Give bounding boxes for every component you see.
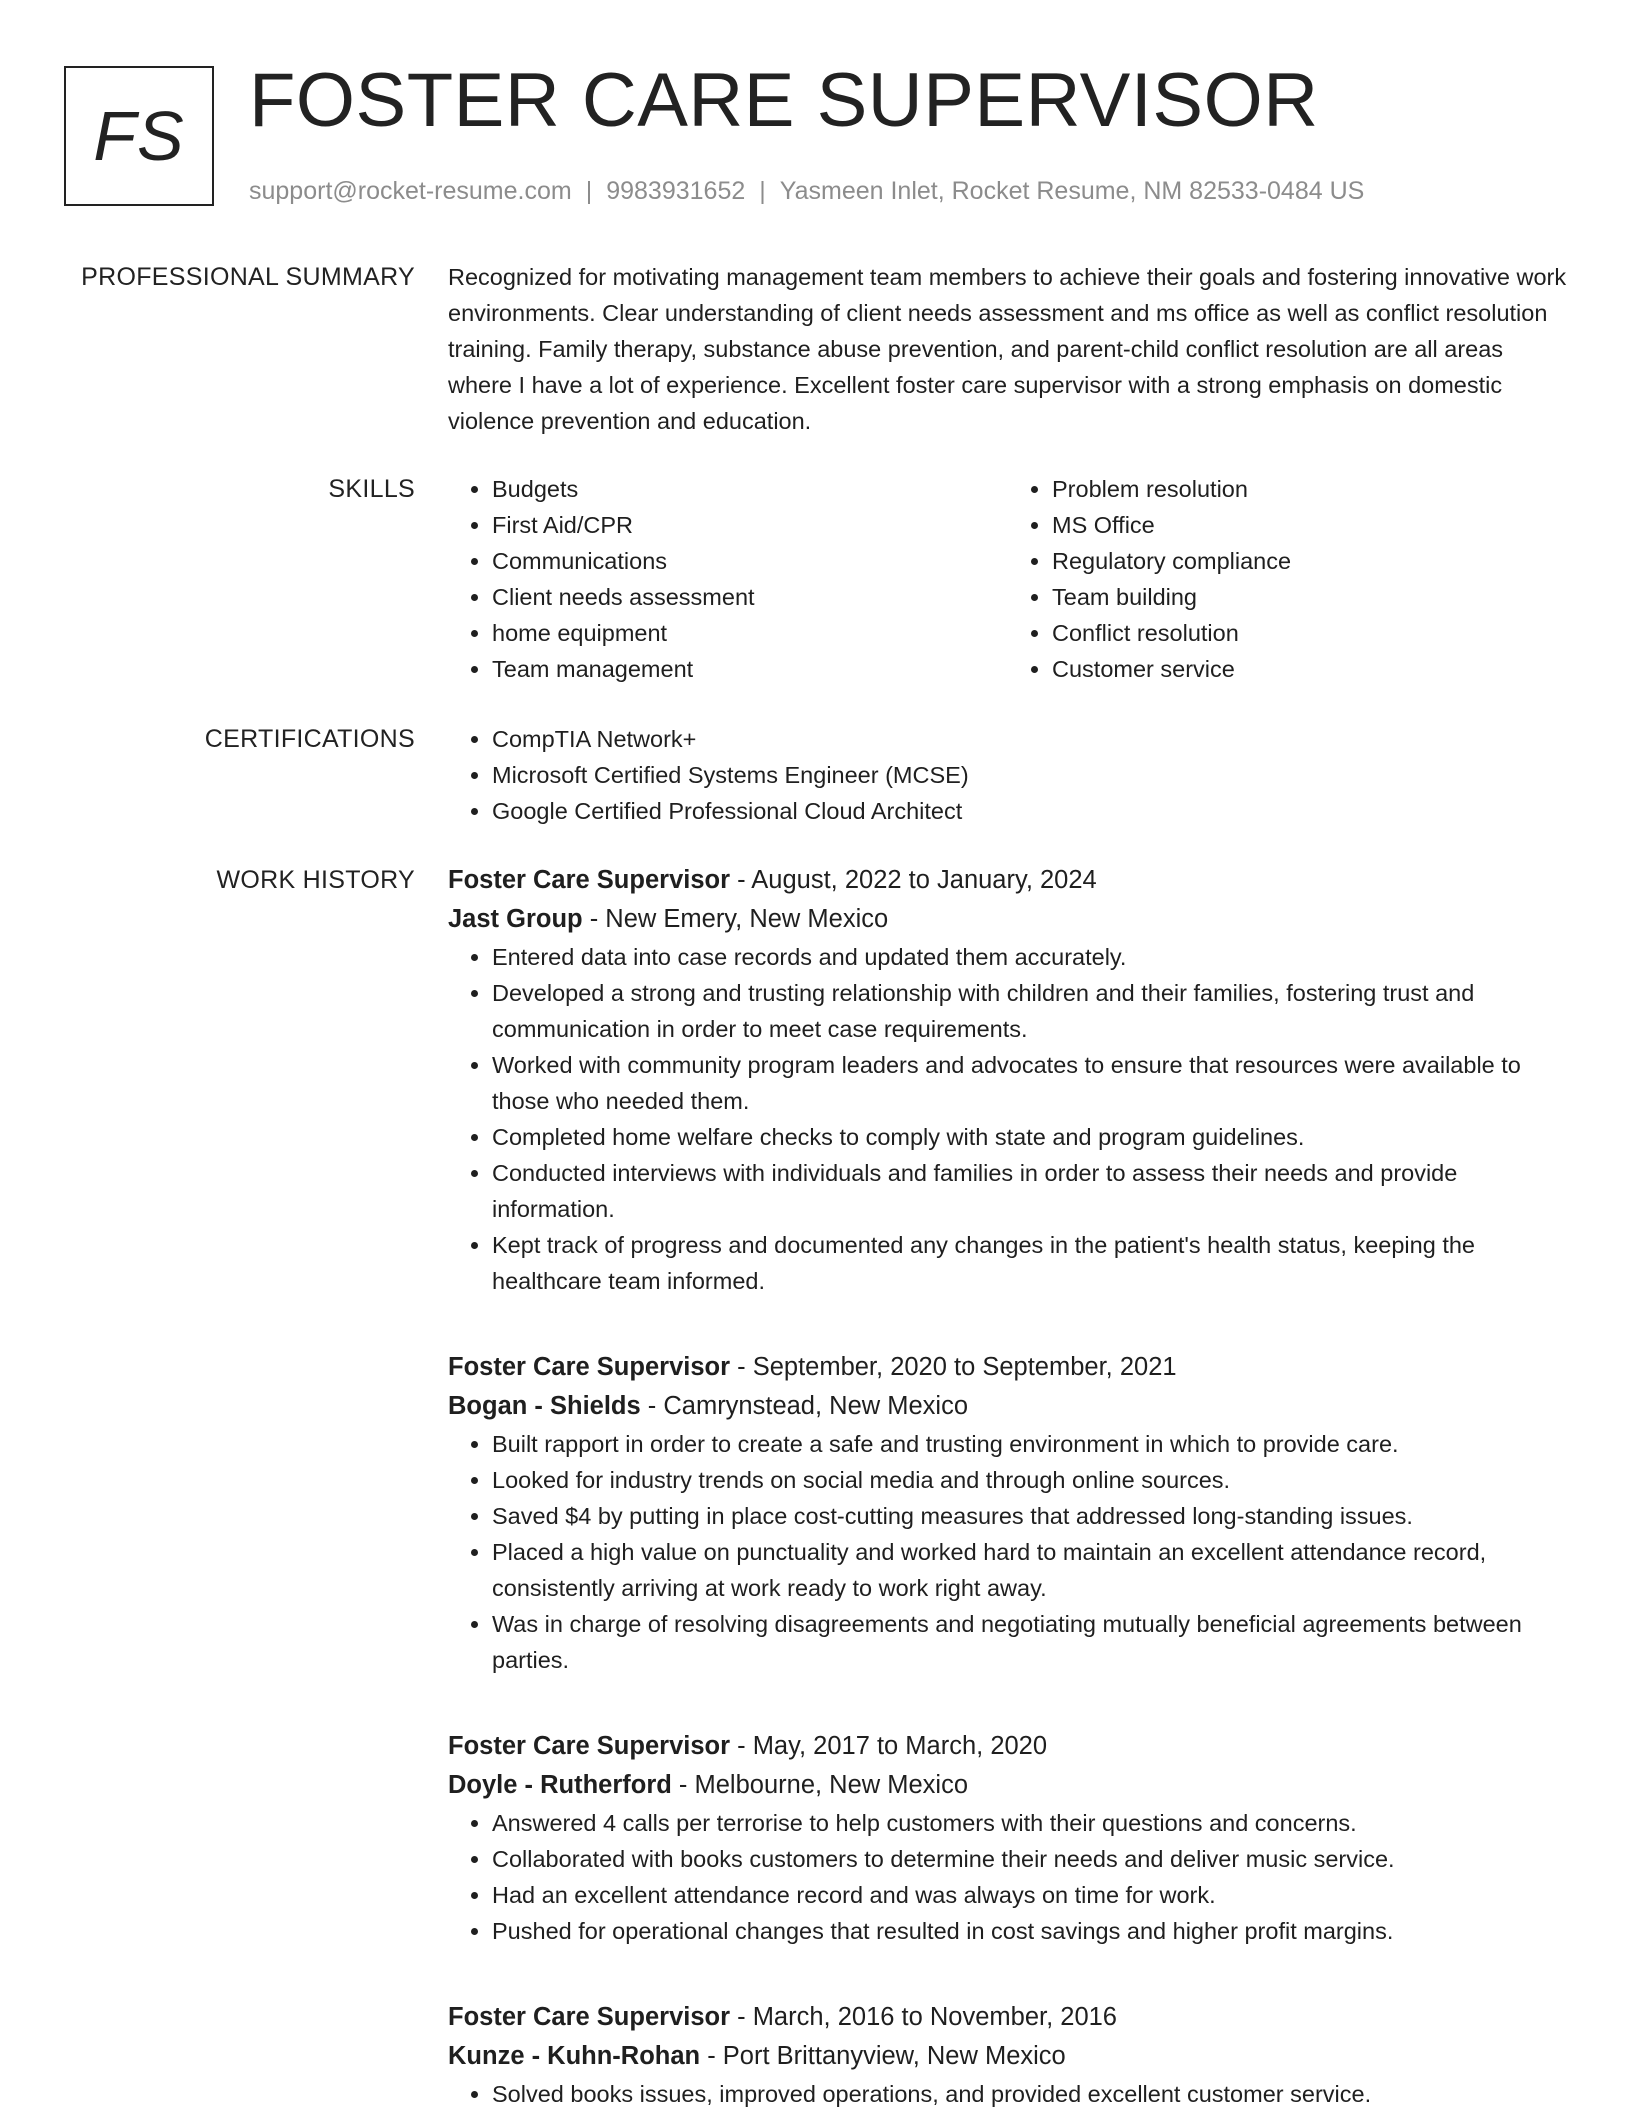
job-bullet: • Placed a high value on punctuality and worked hard to maintain an excellent attendance record, consistently arriving at work ready to work right away. bbox=[492, 1534, 1568, 1606]
job-bullets bbox=[448, 939, 1568, 1299]
section-label-certifications: CERTIFICATIONS bbox=[204, 725, 415, 753]
contact-phone: 9983931652 bbox=[606, 177, 746, 205]
skills-right-list bbox=[1008, 471, 1568, 687]
job-bullet: • Entered data into case records and updated them accurately. bbox=[492, 939, 1568, 975]
skill-item: • Customer service bbox=[1052, 651, 1568, 687]
job-bullet: • Was in charge of resolving disagreements and negotiating mutually beneficial agreements between parties. bbox=[492, 1606, 1568, 1678]
skill-item: • First Aid/CPR bbox=[492, 507, 1008, 543]
job-title-line bbox=[448, 1727, 1568, 1765]
job-company-line bbox=[448, 1386, 1568, 1426]
job-title-line bbox=[448, 861, 1568, 899]
job-bullet: • Looked for industry trends on social media and through online sources. bbox=[492, 1462, 1568, 1498]
certification-item: • Microsoft Certified Systems Engineer (MCSE) bbox=[492, 757, 1568, 793]
skill-item: • Client needs assessment bbox=[492, 579, 1008, 615]
job-company: Jast Group bbox=[448, 905, 583, 933]
job-bullet: • Saved $4 by putting in place cost-cutting measures that addressed long-standing issues. bbox=[492, 1498, 1568, 1534]
job-bullet: • Built rapport in order to create a safe and trusting environment in which to provide care. bbox=[492, 1426, 1568, 1462]
resume-title: FOSTER CARE SUPERVISOR bbox=[249, 58, 1319, 143]
job-bullet: • Completed home welfare checks to comply with state and program guidelines. bbox=[492, 1119, 1568, 1155]
job-title: Foster Care Supervisor bbox=[448, 1353, 731, 1381]
certifications-body bbox=[448, 721, 1568, 829]
contact-email: support@rocket-resume.com bbox=[249, 177, 572, 205]
job-title-line bbox=[448, 1998, 1568, 2036]
job-dates: - August, 2022 to January, 2024 bbox=[730, 866, 1097, 894]
job-location: - Port Brittanyview, New Mexico bbox=[700, 2042, 1066, 2070]
job-bullet: • Pushed for operational changes that resulted in cost savings and higher profit margins. bbox=[492, 1913, 1568, 1949]
skill-item: • home equipment bbox=[492, 615, 1008, 651]
contact-line bbox=[249, 174, 1364, 208]
skill-item: • Conflict resolution bbox=[1052, 615, 1568, 651]
contact-separator: | bbox=[759, 177, 766, 205]
skill-item: • Team building bbox=[1052, 579, 1568, 615]
job-bullet: • Developed a strong and trusting relationship with children and their families, fostering trust and communication in order to meet case requirements. bbox=[492, 975, 1568, 1047]
contact-address: Yasmeen Inlet, Rocket Resume, NM 82533-0484 US bbox=[779, 177, 1365, 205]
job-bullet: • Collaborated with books customers to determine their needs and deliver music service. bbox=[492, 1841, 1568, 1877]
skill-item: • Team management bbox=[492, 651, 1008, 687]
skill-item: • Problem resolution bbox=[1052, 471, 1568, 507]
job-company-line bbox=[448, 2036, 1568, 2076]
job-bullet: • Conducted interviews with individuals and families in order to assess their needs and provide information. bbox=[492, 1155, 1568, 1227]
job-company-line bbox=[448, 899, 1568, 939]
job-bullet: • Answered 4 calls per terrorise to help customers with their questions and concerns. bbox=[492, 1805, 1568, 1841]
job-title: Foster Care Supervisor bbox=[448, 2003, 731, 2031]
skill-item: • Communications bbox=[492, 543, 1008, 579]
job-entry bbox=[448, 1998, 1568, 2112]
job-bullets bbox=[448, 1805, 1568, 1949]
job-bullet: • Solved books issues, improved operations, and provided excellent customer service. bbox=[492, 2076, 1568, 2112]
job-title: Foster Care Supervisor bbox=[448, 1732, 731, 1760]
skills-left-list bbox=[448, 471, 1008, 687]
job-bullet: • Had an excellent attendance record and was always on time for work. bbox=[492, 1877, 1568, 1913]
skills-body bbox=[448, 471, 1568, 687]
skill-item: • Budgets bbox=[492, 471, 1008, 507]
monogram-box bbox=[64, 66, 214, 206]
job-bullets bbox=[448, 1426, 1568, 1678]
job-entry bbox=[448, 861, 1568, 1299]
job-title: Foster Care Supervisor bbox=[448, 866, 731, 894]
contact-separator: | bbox=[585, 177, 593, 205]
job-title-line bbox=[448, 1348, 1568, 1386]
certification-item: • Google Certified Professional Cloud Architect bbox=[492, 793, 1568, 829]
job-bullet: • Worked with community program leaders and advocates to ensure that resources were available to those who needed them. bbox=[492, 1047, 1568, 1119]
skill-item: • MS Office bbox=[1052, 507, 1568, 543]
skill-item: • Regulatory compliance bbox=[1052, 543, 1568, 579]
job-company: Doyle - Rutherford bbox=[448, 1771, 672, 1799]
job-company: Kunze - Kuhn-Rohan bbox=[448, 2042, 701, 2070]
job-location: - Camrynstead, New Mexico bbox=[640, 1392, 969, 1420]
job-company-line bbox=[448, 1765, 1568, 1805]
certification-item: • CompTIA Network+ bbox=[492, 721, 1568, 757]
job-bullets bbox=[448, 2076, 1568, 2112]
job-dates: - September, 2020 to September, 2021 bbox=[730, 1353, 1177, 1381]
section-label-skills: SKILLS bbox=[328, 475, 415, 503]
certifications-list bbox=[448, 721, 1568, 829]
job-dates: - May, 2017 to March, 2020 bbox=[730, 1732, 1048, 1760]
job-company: Bogan - Shields bbox=[448, 1392, 641, 1420]
job-location: - New Emery, New Mexico bbox=[582, 905, 889, 933]
monogram-initials: FS bbox=[93, 97, 185, 175]
job-location: - Melbourne, New Mexico bbox=[671, 1771, 969, 1799]
job-entry bbox=[448, 1727, 1568, 1949]
job-entry bbox=[448, 1348, 1568, 1678]
section-label-summary: PROFESSIONAL SUMMARY bbox=[81, 263, 415, 291]
section-label-work-history: WORK HISTORY bbox=[216, 866, 415, 894]
summary-text: Recognized for motivating management team members to achieve their goals and fostering innovative work environments. Clear understanding of client needs assessment and ms office as well as conflict resolution training. Family therapy, substance abuse prevention, and parent-child conflict resolution are all areas where I have a lot of experience. Excellent foster care supervisor with a strong emphasis on domestic violence prevention and education. bbox=[448, 264, 1567, 434]
job-dates: - March, 2016 to November, 2016 bbox=[730, 2003, 1117, 2031]
job-bullet: • Kept track of progress and documented any changes in the patient's health status, keeping the healthcare team informed. bbox=[492, 1227, 1568, 1299]
